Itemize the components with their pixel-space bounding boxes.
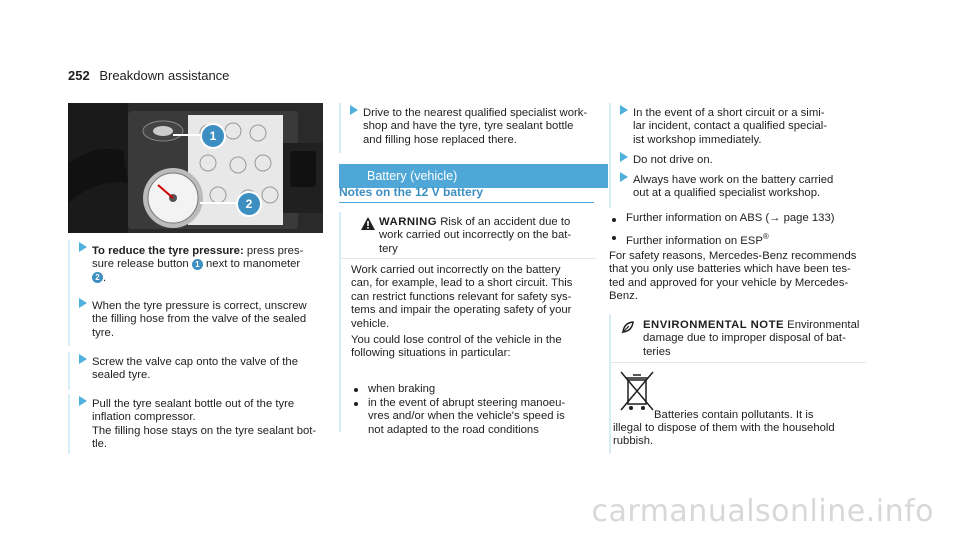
step-reduce-pressure: To reduce the tyre pressure: press pres- sure release button 1 next to manometer 2 .: [68, 240, 322, 297]
section-heading-battery: Battery (vehicle): [339, 164, 608, 188]
step-pull-bottle: [68, 394, 322, 454]
page-reference-link[interactable]: page 133): [780, 212, 835, 224]
step-drive-workshop: [339, 103, 608, 153]
paragraph-text: ted and approved for your vehicle by Mercedes-: [609, 276, 849, 289]
step-text: shop and have the tyre, tyre sealant bottle: [363, 120, 574, 133]
environment-leaf-icon: [621, 320, 635, 334]
step-text: sealed tyre.: [92, 369, 151, 382]
subsection-rule: [339, 202, 594, 203]
warning-divider: [341, 258, 596, 259]
step-always-workshop: [609, 170, 878, 208]
esp-reference: [626, 230, 769, 248]
page-arrow-icon: →: [769, 212, 781, 224]
step-text: the filling hose from the valve of the sealed: [92, 313, 307, 326]
page-header: [68, 68, 229, 83]
callout-line-2: [200, 202, 236, 204]
crossed-bin-icon: [619, 370, 655, 416]
environmental-note-box: [609, 314, 866, 454]
reference-text: Further information on ABS (: [626, 212, 770, 224]
step-text: tyre.: [92, 326, 114, 339]
bullet-icon: [354, 388, 358, 392]
warning-box: [339, 212, 596, 436]
step-arrow-icon: [79, 354, 87, 364]
registered-mark: ®: [762, 232, 769, 241]
step-text: and filling hose replaced there.: [363, 133, 517, 146]
step-bold-label: To reduce the tyre pressure:: [92, 245, 244, 257]
warning-bullet-text: vres and/or when the vehicle's speed is: [368, 410, 565, 423]
bullet-icon: [612, 236, 616, 240]
callout-1: 1: [200, 123, 226, 149]
step-arrow-icon: [620, 172, 628, 182]
step-text: Pull the tyre sealant bottle out of the tyre: [92, 398, 295, 410]
warning-text: Risk of an accident due to: [437, 216, 571, 228]
step-text: Screw the valve cap onto the valve of the: [92, 356, 298, 368]
warning-triangle-icon: [361, 217, 375, 230]
warning-bullet-text: in the event of abrupt steering manoeu-: [368, 397, 566, 409]
reference-text: Further information on ESP: [626, 234, 763, 247]
callout-line-1: [173, 134, 201, 136]
step-text: out at a qualified specialist workshop.: [633, 187, 821, 200]
step-text: Do not drive on.: [633, 154, 713, 166]
warning-bullet-braking: when braking: [368, 383, 436, 395]
compressor-illustration: [68, 103, 323, 233]
env-note-label: ENVIRONMENTAL NOTE: [643, 319, 785, 331]
step-arrow-icon: [79, 396, 87, 406]
step-text: The filling hose stays on the tyre sealant bot-: [92, 424, 317, 437]
bullet-icon: [354, 402, 358, 406]
watermark: carmanualsonline.info: [591, 494, 934, 529]
page-section-title: Breakdown assistance: [99, 68, 230, 83]
abs-reference: [626, 212, 835, 225]
warning-text: tery: [379, 242, 398, 255]
step-arrow-icon: [620, 152, 628, 162]
warning-body-text: vehicle.: [351, 317, 390, 330]
step-text: ist workshop immediately.: [633, 133, 762, 146]
step-arrow-icon: [79, 242, 87, 252]
step-arrow-icon: [620, 105, 628, 115]
step-text: When the tyre pressure is correct, unscrew: [92, 300, 307, 312]
step-text: Always have work on the battery carried: [633, 174, 834, 186]
callout-ref-1: 1: [192, 259, 203, 270]
step-text: In the event of a short circuit or a simi-: [633, 107, 825, 119]
env-note-text: teries: [643, 345, 671, 358]
step-text: inflation compressor.: [92, 411, 196, 424]
step-text: sure release button: [92, 258, 189, 271]
step-text: next to manometer: [202, 258, 301, 271]
env-note-text: damage due to improper disposal of bat-: [643, 332, 846, 345]
page-number: 252: [68, 68, 90, 83]
env-body-text: Batteries contain pollutants. It is: [654, 409, 814, 421]
env-body-text: rubbish.: [613, 435, 654, 448]
step-arrow-icon: [79, 298, 87, 308]
step-text: lar incident, contact a qualified special-: [633, 120, 828, 133]
warning-body-text: You could lose control of the vehicle in the: [351, 334, 562, 347]
step-arrow-icon: [350, 105, 358, 115]
step-short-circuit: [609, 103, 878, 153]
warning-body-text: following situations in particular:: [351, 347, 511, 360]
step-text: Drive to the nearest qualified specialist work-: [363, 107, 588, 119]
compressor-drawing: [68, 103, 323, 233]
env-note-text: Environmental: [784, 319, 860, 331]
callout-2: 2: [236, 191, 262, 217]
step-text: tle.: [92, 438, 108, 451]
subsection-heading: Notes on the 12 V battery: [339, 185, 484, 199]
warning-body-text: Work carried out incorrectly on the battery: [351, 264, 561, 276]
step-text: press pres-: [243, 245, 304, 257]
warning-body-text: tems and impair the operating safety of your: [351, 304, 572, 317]
warning-body-text: can, for example, lead to a short circuit. This: [351, 277, 573, 290]
warning-bullet-text: not adapted to the road conditions: [368, 423, 539, 436]
battery-recommendation: [609, 250, 859, 304]
env-divider: [611, 362, 866, 363]
env-body-text: illegal to dispose of them with the household: [613, 422, 835, 434]
warning-label: WARNING: [379, 216, 438, 228]
bullet-icon: [612, 218, 616, 222]
paragraph-text: that you only use batteries which have been tes-: [609, 263, 851, 276]
step-unscrew-hose: [68, 296, 322, 346]
step-screw-cap: [68, 352, 322, 390]
callout-ref-2: 2: [92, 272, 103, 283]
paragraph-text: For safety reasons, Mercedes-Benz recommends: [609, 250, 857, 262]
warning-text: work carried out incorrectly on the bat-: [379, 229, 572, 242]
warning-body-text: can restrict functions relevant for safety sys-: [351, 290, 572, 303]
paragraph-text: Benz.: [609, 290, 638, 303]
